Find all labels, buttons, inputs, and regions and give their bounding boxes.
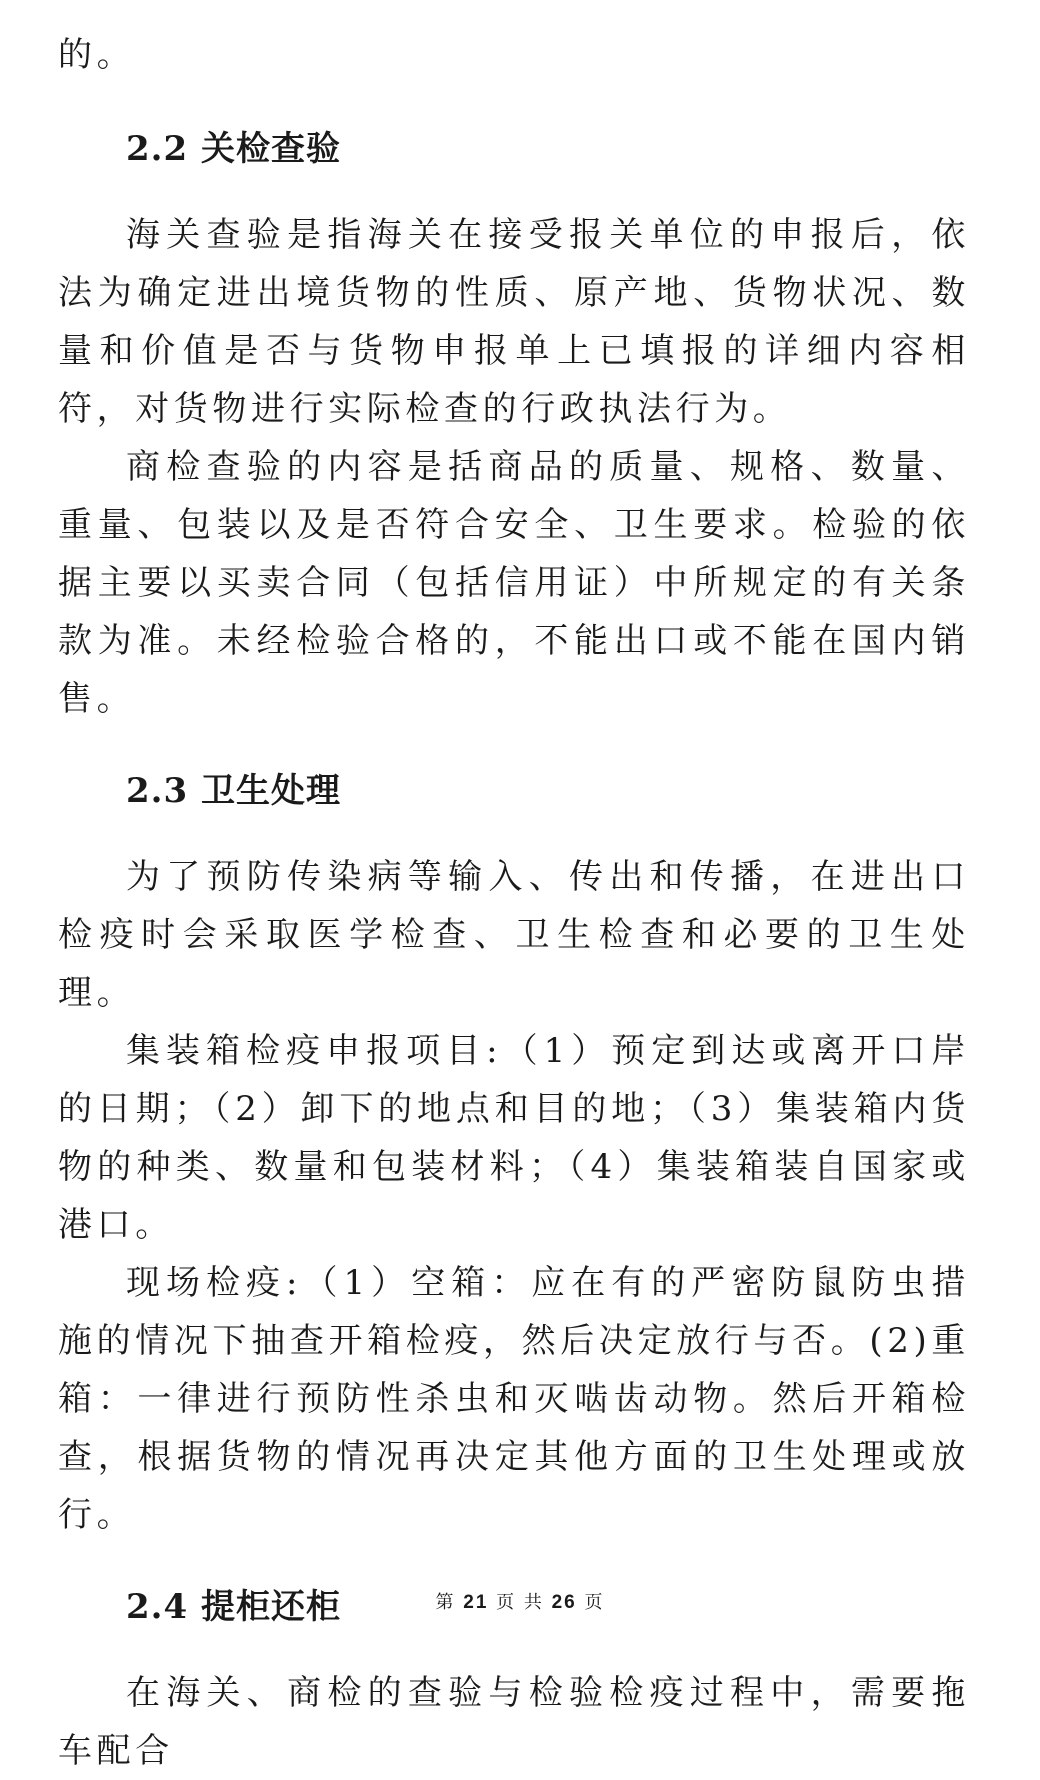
footer-prefix: 第 (435, 1592, 456, 1613)
continuation-text: 的。 (58, 35, 136, 75)
page-content (58, 26, 970, 1780)
paragraph: 海关查验是指海关在接受报关单位的申报后，依法为确定进出境货物的性质、原产地、货物状况、数量和价值是否与货物申报单上已填报的详细内容相符，对货物进行实际检查的行政执法行为。 (58, 215, 970, 429)
current-page-number: 21 (463, 1592, 489, 1613)
total-pages-number: 26 (551, 1592, 577, 1613)
paragraph: 为了预防传染病等输入、传出和传播，在进出口检疫时会采取医学检查、卫生检查和必要的卫生处理。 (58, 857, 970, 1013)
paragraph: 现场检疫:（1）空箱：应在有的严密防鼠防虫措施的情况下抽查开箱检疫，然后决定放行与否。(2)重箱：一律进行预防性杀虫和灭啮齿动物。然后开箱检查，根据货物的情况再决定其他方面的卫生处理或放行。 (58, 1263, 970, 1535)
paragraph: 在海关、商检的查验与检验检疫过程中，需要拖车配合 (58, 1673, 970, 1771)
footer-middle: 页 共 (496, 1592, 544, 1613)
paragraph: 集装箱检疫申报项目:（1）预定到达或离开口岸的日期；（2）卸下的地点和目的地；（3）集装箱内货物的种类、数量和包装材料；（4）集装箱装自国家或港口。 (58, 1031, 970, 1245)
page-footer (0, 1588, 1040, 1614)
footer-suffix: 页 (584, 1592, 605, 1613)
paragraph: 商检查验的内容是括商品的质量、规格、数量、重量、包装以及是否符合安全、卫生要求。检验的依据主要以买卖合同（包括信用证）中所规定的有关条款为准。未经检验合格的，不能出口或不能在国内销售。 (58, 447, 970, 719)
section-heading-2-4: 2.4 提柜还柜 (126, 1587, 341, 1627)
section-heading-2-2: 2.2 关检查验 (126, 129, 341, 169)
section-heading-2-3: 2.3 卫生处理 (126, 771, 341, 811)
